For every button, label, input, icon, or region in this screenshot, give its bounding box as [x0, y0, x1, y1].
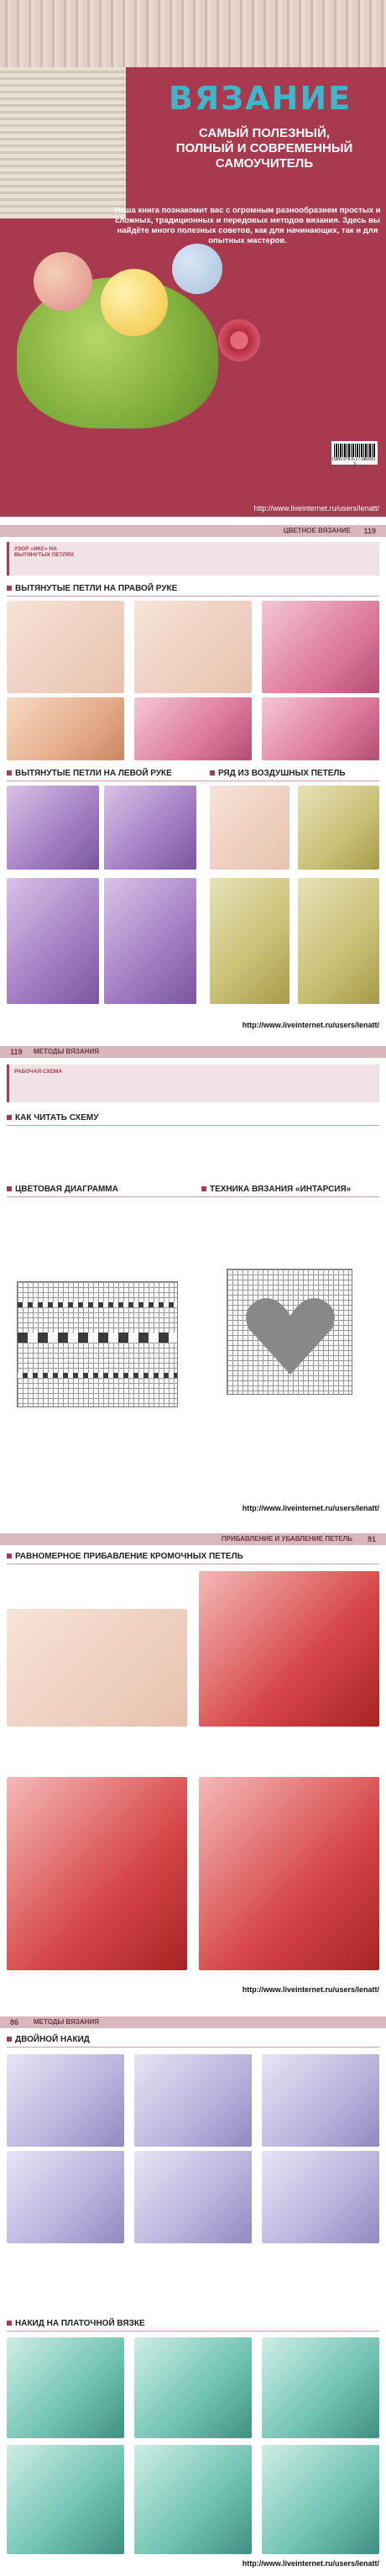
section-title: МЕТОДЫ ВЯЗАНИЯ [34, 1048, 99, 1055]
step-photo [7, 697, 124, 760]
page-118 [0, 1038, 386, 1525]
page-86 [0, 2008, 386, 2576]
step-photo [298, 786, 379, 870]
page-number: 86 [10, 2018, 19, 2027]
page-119 [0, 517, 386, 1038]
heading [7, 1113, 98, 1122]
step-photo [7, 601, 124, 693]
step-photo [7, 2337, 124, 2438]
sample-photo [262, 2445, 379, 2554]
sample-photo [199, 1777, 379, 1970]
heading [7, 2319, 145, 2328]
step-photo [134, 2445, 252, 2554]
sample-photo [262, 2151, 379, 2243]
heading-text: КАК ЧИТАТЬ СХЕМУ [15, 1113, 99, 1122]
heading [201, 1185, 351, 1194]
watermark-url[interactable]: http://www.liveinternet.ru/users/lenatt/ [242, 1021, 379, 1029]
section-title: ПРИБАВЛЕНИЕ И УБАВЛЕНИЕ ПЕТЕЛЬ [221, 1535, 352, 1543]
step-photo [134, 2337, 252, 2438]
step-photo [134, 2054, 252, 2147]
step-photo [134, 601, 252, 693]
heading [7, 769, 172, 778]
section-title: ЦВЕТНОЕ ВЯЗАНИЕ [283, 527, 351, 534]
page-number: 91 [367, 1535, 376, 1543]
heading-text: ВЫТЯНУТЫЕ ПЕТЛИ НА ПРАВОЙ РУКЕ [15, 584, 178, 593]
cover-subtitle: САМЫЙ ПОЛЕЗНЫЙ, ПОЛНЫЙ И СОВРЕМЕННЫЙ САМОУЧИТЕЛЬ [175, 126, 353, 171]
step-photo [134, 2151, 252, 2243]
info-box-title: УЗОР «ИКС» НА ВЫТЯНУТЫХ ПЕТЛЯХ [14, 546, 75, 558]
heading [7, 1185, 118, 1194]
heading-text: ВЫТЯНУТЫЕ ПЕТЛИ НА ЛЕВОЙ РУКЕ [15, 769, 172, 778]
info-box [7, 542, 379, 576]
knitted-flower-image [218, 319, 260, 361]
heart-motif [227, 1270, 353, 1396]
heading [7, 584, 177, 593]
heading-text: ЦВЕТОВАЯ ДИАГРАММА [15, 1185, 118, 1194]
knit-texture [0, 0, 386, 67]
yarn-ball-image [172, 244, 222, 294]
sample-photo [104, 878, 196, 1004]
watermark-url[interactable]: http://www.liveinternet.ru/users/lenatt/ [242, 2559, 379, 2568]
knit-texture [0, 67, 126, 218]
step-photo [7, 1609, 187, 1727]
color-chart [17, 1281, 178, 1407]
barcode [331, 441, 378, 465]
cover-lead: Наша книга познакомит вас с огромным разнообразием простых и сложных, традиционных и передовых методов вязания. Здесь вы найдёте много полезных советов, как для начинающих, так и для опытных мастеров. [114, 206, 381, 245]
step-photo [104, 786, 196, 870]
watermark-url[interactable]: http://www.liveinternet.ru/users/lenatt/ [253, 504, 379, 513]
step-photo [7, 2054, 124, 2147]
section-title: МЕТОДЫ ВЯЗАНИЯ [34, 2018, 99, 2026]
sample-photo [298, 878, 379, 1004]
heading [210, 769, 346, 778]
book-cover [0, 0, 386, 517]
sample-photo [210, 878, 290, 1004]
watermark-url[interactable]: http://www.liveinternet.ru/users/lenatt/ [242, 1985, 379, 1994]
sample-photo [262, 601, 379, 693]
step-photo [7, 2151, 124, 2243]
page-number: 119 [10, 1048, 23, 1056]
heading-text: ТЕХНИКА ВЯЗАНИЯ «ИНТАРСИЯ» [210, 1185, 352, 1194]
step-photo [210, 786, 290, 870]
page-91 [0, 1525, 386, 2008]
step-photo [134, 697, 252, 760]
heading-text: РЯД ИЗ ВОЗДУШНЫХ ПЕТЕЛЬ [218, 769, 346, 778]
step-photo [7, 786, 99, 870]
sample-photo [262, 697, 379, 760]
step-photo [7, 1777, 187, 1970]
page-number: 119 [363, 527, 376, 535]
isbn: ISBN 978-5-17-080991-3 [331, 457, 378, 467]
step-photo [262, 2337, 379, 2438]
cover-title: ВЯЗАНИЕ [168, 80, 352, 117]
heading-text: РАВНОМЕРНОЕ ПРИБАВЛЕНИЕ КРОМОЧНЫХ ПЕТЕЛЬ [15, 1552, 243, 1561]
heading [7, 2035, 90, 2044]
step-photo [7, 2445, 124, 2554]
step-photo [199, 1571, 379, 1727]
heading-text: ДВОЙНОЙ НАКИД [15, 2035, 90, 2044]
yarn-ball-image [101, 269, 168, 336]
heading-text: НАКИД НА ПЛАТОЧНОЙ ВЯЗКЕ [15, 2319, 145, 2328]
heading [7, 1552, 243, 1561]
yarn-ball-image [34, 252, 92, 311]
info-box-title: РАБОЧАЯ СХЕМА [14, 1069, 63, 1075]
sample-photo [7, 878, 99, 1004]
info-box [7, 1065, 379, 1102]
intarsia-chart [227, 1269, 352, 1395]
watermark-url[interactable]: http://www.liveinternet.ru/users/lenatt/ [242, 1504, 379, 1512]
step-photo [262, 2054, 379, 2147]
